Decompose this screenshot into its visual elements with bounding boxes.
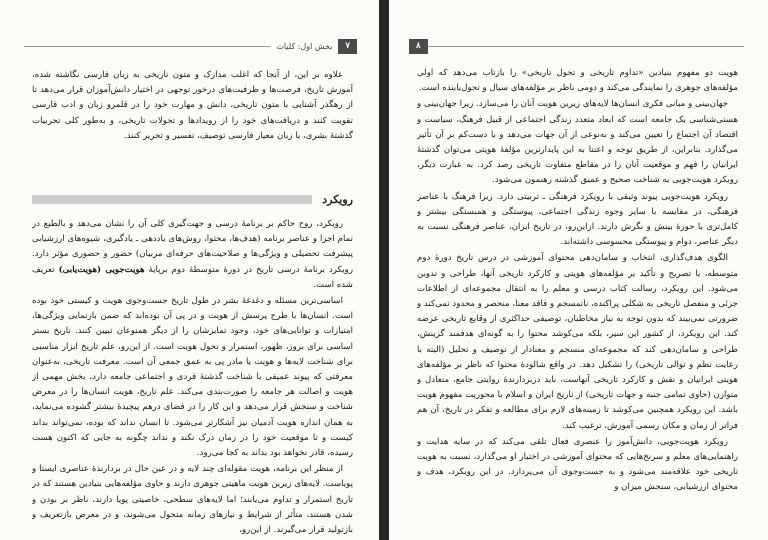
paragraph: رویکرد هویت‌جویی، دانش‌آموز را عنصری فعال تلقی می‌کند که در سایه هدایت و راهنمایی‌های معلم و سرنخ‌هایی که محتوای آموزشی در اختیار او می‌گذارد، نسبت به هویت تاریخی خود علاقه‌مند می‌شود و به جست‌وجوی آن می‌پردازد. در این رویکرد، هدف و محتوای ارزشیابی، سنجش میزان و bbox=[417, 436, 738, 493]
right-page-header bbox=[409, 38, 744, 54]
paragraph: رویکرد، روح حاکم بر برنامهٔ درسی و جهت‌گیری کلی آن را نشان می‌دهد و بالطبع در تمام اجزا و عناصر برنامه (هدف‌ها، محتوا، روش‌های یاددهی ـ یادگیری، شیوه‌های ارزشیابی پیشرفت تحصیلی و ویژگی‌ها و صلاحیت‌های حرفه‌ای مربیان) حضور و حضوری مؤثر دارد. رویکرد برنامهٔ درسی تاریخ در دورهٔ متوسطهٔ دوم برپایهٔ هویت‌جویی (هویت‌یابی) تعریف شده است. bbox=[32, 219, 353, 290]
paragraph: جهان‌بینی و مبانی فکری انسان‌ها لایه‌های زیرین هویت آنان را می‌سازد. زیرا جهان‌بینی و هستی‌شناسی یک جامعه است که ابعاد متعدد زندگی اجتماعی از قبیل فرهنگ، سیاست و اقتصاد آن اجتماع را تعیین می‌کند و به‌نوعی از آن جهات می‌دهد و با دست‌کم بر آن تأثیر می‌گذارد. بنابراین، از طریق توجه و اعتنا به این پایدارترین مؤلفهٔ هویتی می‌توان گذشتهٔ ایرانیان را فهم و موقعیت آنان را در مقاطع متفاوت تاریخی رصد کرد. به عبارت دیگر، رویکرد هویت‌جویی به شناخت صحیح و عمیق گذشته رهنمون می‌شود. bbox=[417, 99, 738, 186]
bold-term: هویت‌جویی (هویت‌یابی) bbox=[58, 264, 145, 275]
section-heading bbox=[32, 190, 353, 208]
left-page-header bbox=[24, 38, 357, 54]
right-page bbox=[389, 0, 768, 540]
header-rule bbox=[24, 46, 270, 47]
paragraph: هویت دو مفهوم بنیادین «تداوم تاریخی و تحول تاریخی» را بازتاب می‌دهد که اولی مؤلفه‌های جوهری را نمایندگی می‌کند و دومی ناظر بر مؤلفه‌های سیال و تحول‌یابنده است. bbox=[417, 68, 738, 94]
section-title: رویکرد bbox=[322, 192, 353, 206]
paragraph: الگوی هدف‌گذاری، انتخاب و سامان‌دهی محتوای آموزشی در درس تاریخ دورهٔ دوم متوسطه، با تصریح و تأکید بر مؤلفه‌های هویتی و کارکرد تاریخی آنها، طراحی و تدوین می‌شود. این رویکرد، رسالت کتاب درسی و معلم را به انتقال مجموعه‌ای از اطلاعات جزئی و منفصل تاریخی به شکلی پراکنده، ناتمسجم و فاقد معنا، منحصر و محدود نمی‌کند و ضرورتی نمی‌بیند که بدون توجه به نیاز مخاطبان، توصیفی حداکثری از وقایع تاریخی عرضه کند. این رویکرد، از کشور این سیر، بلکه می‌کوشد محتوا را به گونه‌ای هدفمند گزینش، طراحی و سامان‌دهی کند که مجموعه‌ای منسجم و معنادار از توصیف و تحلیل (البته با رعایت نظم و توالی تاریخی) را تشکیل دهد. در واقع شالودهٔ محتوا که ناظر بر مؤلفه‌های هویتی ایرانیان و نقش و کارکرد تاریخی آنهاست، باید دربردارندهٔ روایتی جامع، متعادل و متوازن (حاوی تمامی جنبه و جهات تاریخی) از تاریخ ایران و اسلام با محوریت مفهوم هویت باشد. این رویکرد همچنین می‌کوشد تا زمینه‌های لازم برای مطالعه و تفکر در تاریخ، آن هم فراتر از زمان و مکان رسمی آموزش، ترغیب کند. bbox=[417, 253, 738, 431]
header-rule bbox=[428, 46, 744, 47]
page-number-badge: ۸ bbox=[409, 39, 428, 54]
paragraph: رویکرد هویت‌جویی پیوند وثیقی با رویکرد فرهنگی ـ تربیتی دارد. زیرا فرهنگ با عناصر فرهنگی، در مقایسه با سایر وجوه زندگی اجتماعی، پیوستگی و همبستگی بیشتر و کامل‌تری با حوزهٔ بینش و نگرش دارند. ازاین‌رو، در تاریخ ایران، عناصر فرهنگی نسبت به دیگر عناصر، دوام و پیوستگی محسوسی داشته‌اند. bbox=[417, 191, 738, 248]
page-number-badge: ۷ bbox=[338, 39, 357, 54]
left-intro-text bbox=[32, 68, 353, 176]
paragraph: علاوه بر این، از آنجا که اغلب مدارک و متون تاریخی به زبان فارسی نگاشته شده، آموزش تاریخ، فرصت‌ها و ظرفیت‌های درخور توجهی در اختیار دانش‌آموزان قرار می‌دهد تا از رهگذر آشنایی با متون تاریخی، دانش و مهارت خود را در قلمرو زبان و ادب فارسی تقویت کنند و دریافت‌های خود را از رویدادها و تحولات تاریخی، و به‌طور کلی تجربیات گذشتهٔ بشری، با زبان معیار فارسی توصیف، تفسیر و تحریر کنند. bbox=[32, 70, 353, 141]
right-body-text bbox=[417, 66, 738, 536]
paragraph: اساسی‌ترین مسئله و دغدغهٔ بشر در طول تاریخ جست‌وجوی هویت و کیستی خود بوده است. انسان‌ها با طرح پرسش از هویت و در پی آن بوده‌اند که ضمن بازنمایی ویژگی‌ها، امتیازات و توانایی‌های خود، وجود تمایزشان را از دیگر همنوعان تبیین کنند. تاریخ بستر اساسی برای بروز، ظهور، استمرار و تحول هویت است. از این‌رو، علم تاریخ ابزار مناسبی برای شناخت لایه‌ها و هویت یا مادر پی به عمق جمعی آن است. معرفت تاریخی، به‌عنوان معرفتی که پیوند عمیقی با شناخت گذشتهٔ فردی و اجتماعی جامعه دارد، بخش مهمی از هویت و اصالت هر جامعه را صورت‌بندی می‌کند. علم تاریخ، هویت انسان‌ها را در معرض شناخت و سنجش قرار می‌دهد و این کار را در فضای درهم پیچیدهٔ بیشتر گشوده می‌نماید، به همان اندازه هویت آدمیان نیز آشکارتر می‌شود. تا انسان نداند که بوده، نمی‌تواند بداند کیست و تا موقعیت خود را در زمان درک نکند و نداند چگونه به جایی که اکنون هست رسیده، قادر نخواهد بود بداند به کجا می‌رود. bbox=[32, 296, 353, 459]
left-section-text bbox=[32, 217, 353, 535]
section-heading-bar bbox=[32, 195, 312, 204]
left-page bbox=[0, 0, 379, 540]
running-header: بخش اول: کلیات bbox=[276, 41, 333, 51]
paragraph: از منظر این برنامه، هویت مقوله‌ای چند لایه و در عین حال در بردارندهٔ عناصری ایستا و پویاست. لایه‌های زیرین هویت ماهیتی جوهری دارند و حاوی مؤلفه‌هایی بنیادین هستند که در تاریخ استمرار و تداوم می‌یابند؛ اما لایه‌های سطحی، خاصیتی پویا دارند، ناظر بر بودن و شدن هستند، متأثر از شرایط و نیازهای زمانه متحول می‌شوند، و در معرض بازتعریف و بازتولید قرار می‌گیرند. از این‌رو، bbox=[32, 464, 353, 535]
